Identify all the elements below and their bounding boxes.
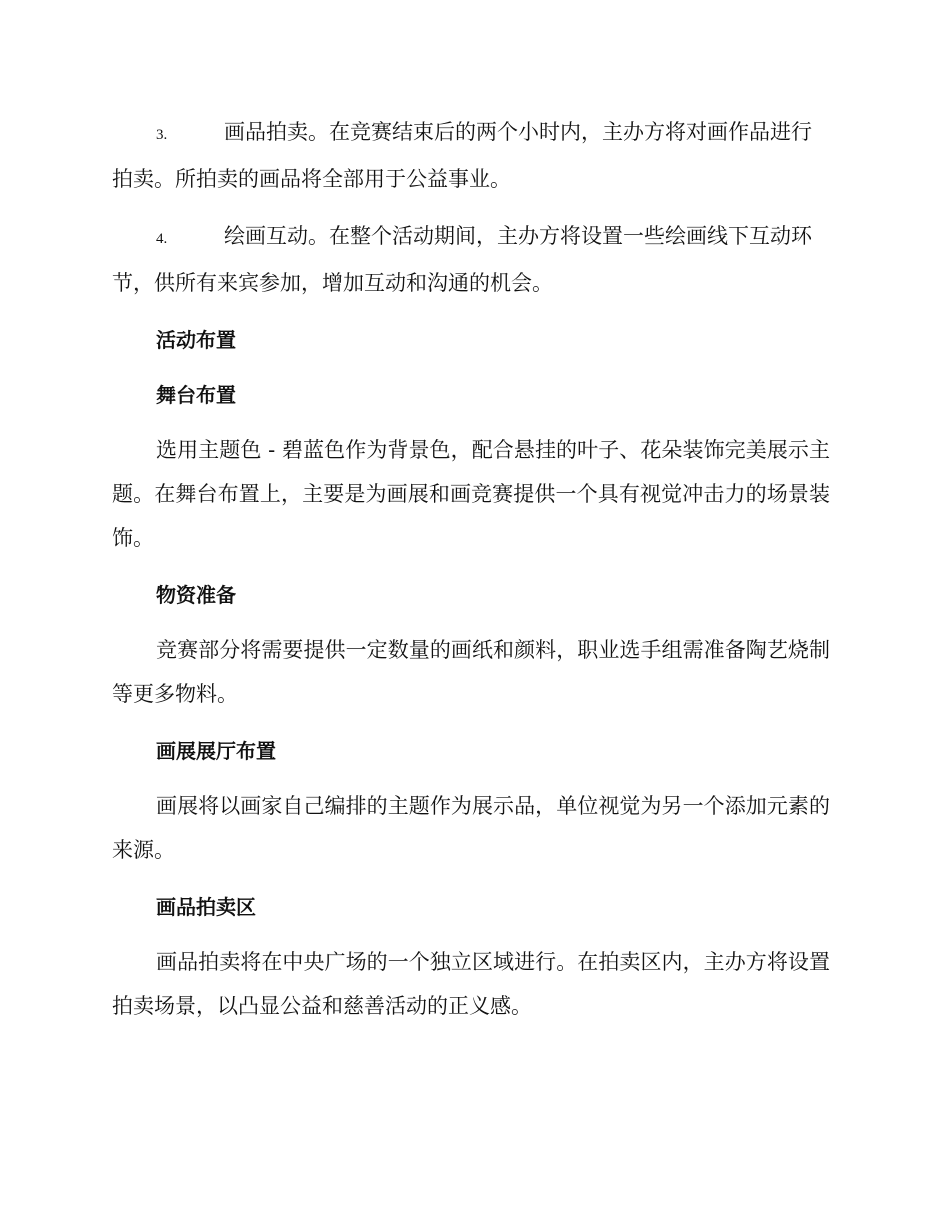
paragraph-gallery: 画展将以画家自己编排的主题作为展示品，单位视觉为另一个添加元素的来源。 [112,794,830,862]
subsection-heading-gallery: 画展展厅布置 [156,739,276,763]
paragraph-supplies: 竞赛部分将需要提供一定数量的画纸和颜料，职业选手组需准备陶艺烧制等更多物料。 [112,638,830,706]
paragraph-auction: 画品拍卖将在中央广场的一个独立区域进行。在拍卖区内，主办方将设置拍卖场景，以凸显公益和慈善活动的正义感。 [112,950,830,1018]
list-item-interaction [112,214,830,305]
list-item-auction [112,110,830,201]
list-text: 绘画互动。在整个活动期间，主办方将设置一些绘画线下互动环节，供所有来宾参加，增加互动和沟通的机会。 [112,224,812,295]
list-number: 3. [156,127,168,143]
list-number: 4. [156,231,168,247]
list-text: 画品拍卖。在竞赛结束后的两个小时内，主办方将对画作品进行拍卖。所拍卖的画品将全部用于公益事业。 [112,120,812,191]
subsection-heading-supplies: 物资准备 [156,583,236,607]
subsection-heading-stage: 舞台布置 [156,383,236,407]
section-heading-layout: 活动布置 [156,328,236,352]
paragraph-stage: 选用主题色 - 碧蓝色作为背景色，配合悬挂的叶子、花朵装饰完美展示主题。在舞台布置上，主要是为画展和画竞赛提供一个具有视觉冲击力的场景装饰。 [112,438,830,550]
subsection-heading-auction: 画品拍卖区 [156,895,256,919]
